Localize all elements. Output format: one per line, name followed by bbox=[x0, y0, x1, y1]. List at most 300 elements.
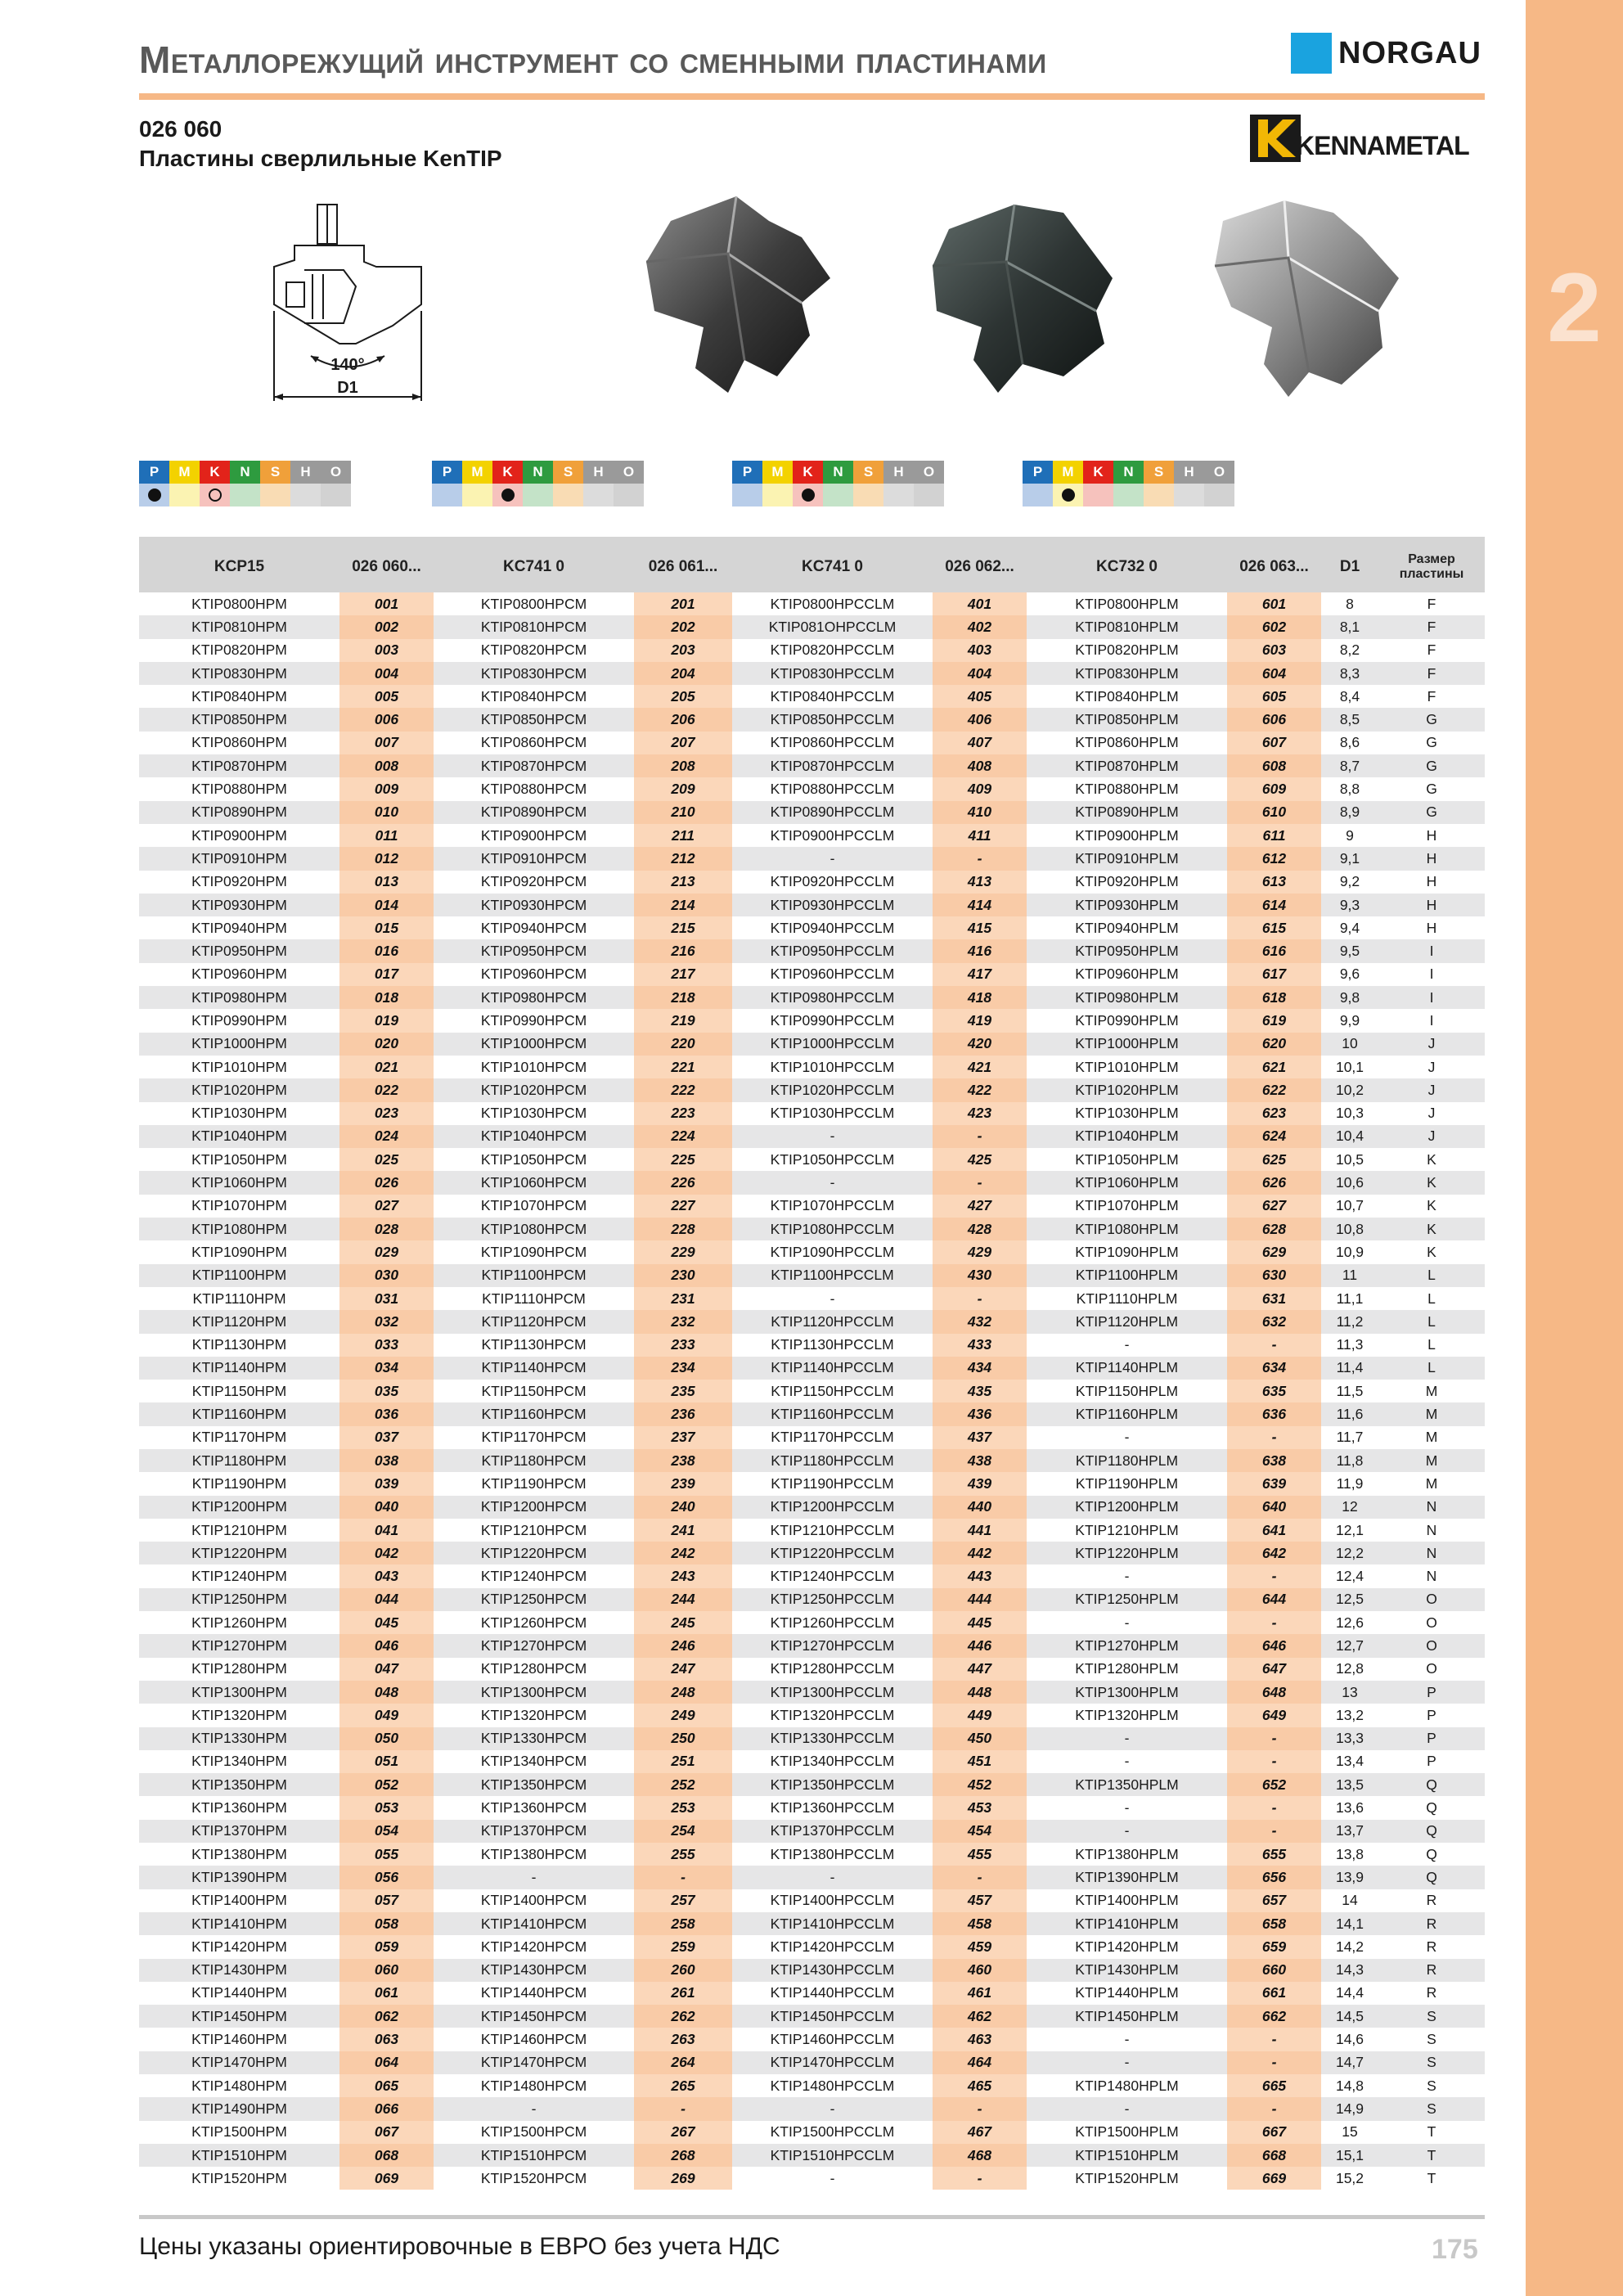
table-row bbox=[139, 732, 1485, 754]
order-number-cell: 060 bbox=[339, 1959, 434, 1982]
order-number-cell: 222 bbox=[634, 1078, 732, 1101]
order-number-cell: 418 bbox=[933, 986, 1027, 1009]
order-number-cell: - bbox=[933, 1866, 1027, 1889]
order-number-cell: 415 bbox=[933, 916, 1027, 939]
table-row bbox=[139, 1426, 1485, 1449]
iso-suitability-cell bbox=[523, 484, 553, 506]
designation-cell: KTIP0850HPCCLM bbox=[732, 708, 933, 731]
iso-legend-group bbox=[139, 461, 351, 506]
designation-cell: KTIP1250HPCCLM bbox=[732, 1588, 933, 1611]
order-number-cell: 430 bbox=[933, 1264, 1027, 1287]
table-row bbox=[139, 777, 1485, 800]
insert-photo-kcp15 bbox=[638, 188, 843, 401]
insert-size-cell: I bbox=[1378, 986, 1485, 1009]
designation-cell: KTIP1200HPLM bbox=[1027, 1496, 1227, 1519]
designation-cell: KTIP0850HPCM bbox=[434, 708, 634, 731]
order-number-cell: 657 bbox=[1227, 1889, 1321, 1912]
insert-size-cell: R bbox=[1426, 1938, 1437, 1955]
table-row bbox=[139, 1773, 1485, 1796]
iso-suitability-cell bbox=[1113, 484, 1144, 506]
table-column-header: 026 063... bbox=[1227, 537, 1321, 592]
order-number-cell: 262 bbox=[634, 2005, 732, 2028]
primary-application-dot-icon bbox=[148, 488, 161, 502]
designation-cell: KTIP0930HPCM bbox=[434, 894, 634, 916]
designation-cell: KTIP0830HPCM bbox=[434, 662, 634, 685]
designation-cell: KTIP1150HPM bbox=[191, 1382, 287, 1399]
order-number-cell: 217 bbox=[634, 963, 732, 986]
designation-cell: KTIP0900HPM bbox=[191, 826, 287, 844]
insert-size-cell: G bbox=[1426, 734, 1437, 751]
designation-cell: KTIP1510HPM bbox=[139, 2144, 339, 2167]
table-row bbox=[139, 2051, 1485, 2074]
designation-cell: KTIP1000HPCCLM bbox=[732, 1033, 933, 1056]
table-row bbox=[139, 963, 1485, 986]
designation-cell: KTIP1020HPLM bbox=[1027, 1078, 1227, 1101]
diameter-cell: 12 bbox=[1321, 1496, 1378, 1519]
diameter-cell: 13,9 bbox=[1321, 1866, 1378, 1889]
order-number-cell: - bbox=[933, 2167, 1027, 2190]
table-row bbox=[139, 1033, 1485, 1056]
order-number-cell: 048 bbox=[339, 1681, 434, 1704]
designation-cell: - bbox=[1124, 1753, 1130, 1770]
table-row bbox=[139, 1310, 1485, 1333]
order-number-cell: 001 bbox=[339, 592, 434, 615]
iso-letter-n: N bbox=[523, 461, 553, 484]
order-number-cell: 635 bbox=[1227, 1380, 1321, 1402]
order-number-cell: 230 bbox=[634, 1264, 732, 1287]
designation-cell: KTIP0960HPCCLM bbox=[770, 966, 895, 983]
order-number-cell: 655 bbox=[1227, 1843, 1321, 1866]
designation-cell: KTIP1500HPCM bbox=[480, 2123, 587, 2141]
primary-application-dot-icon bbox=[802, 488, 815, 502]
table-column-header: KCP15 bbox=[139, 537, 339, 592]
designation-cell: KTIP1440HPCM bbox=[480, 1984, 587, 2001]
designation-cell: KTIP1260HPCM bbox=[480, 1614, 587, 1631]
designation-cell: KTIP0900HPCCLM bbox=[770, 826, 895, 844]
order-number-cell: - bbox=[1227, 2097, 1321, 2120]
designation-cell: KTIP1130HPCM bbox=[481, 1336, 587, 1353]
designation-cell: KTIP0840HPM bbox=[191, 687, 287, 705]
page-number: 175 bbox=[1432, 2234, 1478, 2265]
table-row bbox=[139, 824, 1485, 847]
iso-letter-p: P bbox=[432, 461, 462, 484]
designation-cell: KTIP1060HPCM bbox=[434, 1171, 634, 1194]
order-number-cell: - bbox=[1227, 2051, 1321, 2074]
insert-size-cell: G bbox=[1378, 801, 1485, 824]
insert-size-cell: H bbox=[1426, 826, 1437, 844]
diameter-cell: 8,3 bbox=[1321, 662, 1378, 685]
order-number-cell: 610 bbox=[1227, 801, 1321, 824]
order-number-cell: 229 bbox=[634, 1240, 732, 1263]
order-number-cell: 033 bbox=[339, 1334, 434, 1357]
insert-size-cell: F bbox=[1427, 595, 1436, 612]
insert-size-cell: J bbox=[1378, 1125, 1485, 1148]
iso-letter-m: M bbox=[169, 461, 200, 484]
designation-cell: KTIP1140HPCCLM bbox=[732, 1357, 933, 1380]
designation-cell: KTIP1190HPLM bbox=[1075, 1474, 1179, 1492]
designation-cell: KTIP1520HPM bbox=[191, 2169, 287, 2186]
diameter-cell: 12,1 bbox=[1335, 1521, 1364, 1538]
diameter-cell: 10 bbox=[1321, 1033, 1378, 1056]
order-number-cell: 410 bbox=[933, 801, 1027, 824]
designation-cell: KTIP1090HPM bbox=[191, 1243, 287, 1260]
designation-cell: KTIP1300HPLM bbox=[1027, 1681, 1227, 1704]
designation-cell: KTIP0940HPM bbox=[191, 919, 287, 936]
designation-cell: KTIP1400HPLM bbox=[1075, 1892, 1179, 1909]
iso-suitability-cell bbox=[762, 484, 793, 506]
order-number-cell: 665 bbox=[1227, 2074, 1321, 2097]
designation-cell: KTIP1200HPM bbox=[139, 1496, 339, 1519]
order-number-cell: 414 bbox=[933, 894, 1027, 916]
designation-cell: KTIP1410HPLM bbox=[1027, 1912, 1227, 1935]
designation-cell: KTIP0910HPLM bbox=[1027, 847, 1227, 870]
designation-cell: KTIP0960HPCM bbox=[480, 966, 587, 983]
order-number-cell: 659 bbox=[1227, 1935, 1321, 1958]
iso-letter-k: K bbox=[200, 461, 230, 484]
table-row bbox=[139, 939, 1485, 962]
designation-cell: KTIP1110HPLM bbox=[1076, 1290, 1178, 1307]
order-number-cell: 058 bbox=[339, 1912, 434, 1935]
iso-suitability-cell bbox=[200, 484, 230, 506]
diameter-cell: 12,4 bbox=[1335, 1568, 1364, 1585]
designation-cell: KTIP1380HPCCLM bbox=[770, 1845, 895, 1862]
insert-size-cell: K bbox=[1427, 1197, 1436, 1214]
table-row bbox=[139, 2167, 1485, 2190]
designation-cell: KTIP1110HPM bbox=[192, 1290, 286, 1307]
designation-cell: KTIP1170HPCM bbox=[481, 1429, 587, 1446]
order-number-cell: 656 bbox=[1227, 1866, 1321, 1889]
order-number-cell: 252 bbox=[634, 1773, 732, 1796]
designation-cell: KTIP1160HPLM bbox=[1027, 1402, 1227, 1425]
order-number-cell: 253 bbox=[634, 1796, 732, 1819]
designation-cell: KTIP0940HPCM bbox=[480, 919, 587, 936]
designation-cell: KTIP1380HPCM bbox=[480, 1845, 587, 1862]
table-row bbox=[139, 2028, 1485, 2051]
diameter-cell: 14,4 bbox=[1335, 1984, 1364, 2001]
order-number-cell: 438 bbox=[933, 1449, 1027, 1472]
kennametal-logo bbox=[1250, 115, 1469, 162]
designation-cell: KTIP1330HPCM bbox=[434, 1727, 634, 1750]
designation-cell: KTIP1400HPCM bbox=[480, 1892, 587, 1909]
insert-size-cell: Q bbox=[1426, 1799, 1437, 1817]
diameter-cell: 8,5 bbox=[1321, 708, 1378, 731]
designation-cell: - bbox=[1124, 1429, 1130, 1446]
table-row bbox=[139, 1820, 1485, 1843]
order-number-cell: 669 bbox=[1227, 2167, 1321, 2190]
insert-size-cell: H bbox=[1426, 873, 1437, 890]
order-number-cell: 420 bbox=[933, 1033, 1027, 1056]
order-number-cell: 444 bbox=[933, 1588, 1027, 1611]
kennametal-logo-text: KENNAMETAL bbox=[1296, 130, 1469, 160]
iso-legend-group bbox=[1023, 461, 1234, 506]
designation-cell: KTIP1130HPM bbox=[191, 1336, 287, 1353]
designation-cell: KTIP1340HPCCLM bbox=[770, 1753, 895, 1770]
diameter-cell: 13,3 bbox=[1321, 1727, 1378, 1750]
diameter-cell: 8,6 bbox=[1339, 734, 1360, 751]
designation-cell: KTIP1460HPCCLM bbox=[770, 2031, 895, 2048]
order-number-cell: 260 bbox=[634, 1959, 732, 1982]
designation-cell: KTIP1330HPM bbox=[139, 1727, 339, 1750]
designation-cell: KTIP1190HPCM bbox=[481, 1474, 587, 1492]
diameter-cell: 14,8 bbox=[1335, 2077, 1364, 2094]
order-number-cell: 255 bbox=[634, 1843, 732, 1866]
order-number-cell: 052 bbox=[339, 1773, 434, 1796]
designation-cell: KTIP1180HPCCLM bbox=[732, 1449, 933, 1472]
iso-legend-group bbox=[732, 461, 944, 506]
table-row bbox=[139, 801, 1485, 824]
designation-cell: KTIP1520HPCM bbox=[480, 2169, 587, 2186]
designation-cell: KTIP1010HPCCLM bbox=[770, 1058, 895, 1075]
designation-cell: KTIP0820HPLM bbox=[1075, 642, 1179, 659]
diameter-cell: 13,4 bbox=[1335, 1753, 1364, 1770]
table-row bbox=[139, 1402, 1485, 1425]
insert-size-cell: I bbox=[1378, 939, 1485, 962]
designation-cell: KTIP1400HPCCLM bbox=[770, 1892, 895, 1909]
insert-size-cell: L bbox=[1427, 1290, 1436, 1307]
insert-size-cell: H bbox=[1378, 894, 1485, 916]
diameter-cell: 14,1 bbox=[1321, 1912, 1378, 1935]
order-number-cell: 206 bbox=[634, 708, 732, 731]
order-number-cell: 437 bbox=[933, 1426, 1027, 1449]
table-column-header: KC741 0 bbox=[434, 537, 634, 592]
designation-cell: KTIP1020HPCM bbox=[434, 1078, 634, 1101]
diameter-cell: 10,5 bbox=[1335, 1150, 1364, 1168]
table-row bbox=[139, 1634, 1485, 1657]
table-row bbox=[139, 1056, 1485, 1078]
insert-size-cell: K bbox=[1378, 1218, 1485, 1240]
diameter-cell: 13 bbox=[1321, 1681, 1378, 1704]
designation-cell: - bbox=[434, 1866, 634, 1889]
designation-cell: KTIP1080HPLM bbox=[1027, 1218, 1227, 1240]
designation-cell: KTIP1500HPLM bbox=[1075, 2123, 1179, 2141]
designation-cell: KTIP1320HPCM bbox=[480, 1706, 587, 1723]
iso-suitability-cell bbox=[793, 484, 823, 506]
designation-cell: KTIP1510HPCM bbox=[434, 2144, 634, 2167]
order-number-cell: 228 bbox=[634, 1218, 732, 1240]
drawing-angle-label: 140° bbox=[330, 356, 365, 374]
designation-cell: KTIP1450HPCCLM bbox=[732, 2005, 933, 2028]
iso-letter-s: S bbox=[260, 461, 290, 484]
designation-cell: KTIP1120HPCCLM bbox=[732, 1310, 933, 1333]
insert-size-cell: J bbox=[1378, 1033, 1485, 1056]
designation-cell: KTIP1000HPCM bbox=[434, 1033, 634, 1056]
designation-cell: KTIP0800HPCCLM bbox=[770, 595, 895, 612]
order-number-cell: 208 bbox=[634, 754, 732, 777]
designation-cell: KTIP1330HPCCLM bbox=[732, 1727, 933, 1750]
order-number-cell: 642 bbox=[1227, 1542, 1321, 1564]
order-number-cell: 439 bbox=[933, 1472, 1027, 1495]
order-number-cell: 465 bbox=[933, 2074, 1027, 2097]
order-number-cell: 227 bbox=[634, 1195, 732, 1218]
order-number-cell: 434 bbox=[933, 1357, 1027, 1380]
order-number-cell: 213 bbox=[634, 871, 732, 894]
diameter-cell: 9,1 bbox=[1321, 847, 1378, 870]
designation-cell: KTIP0880HPLM bbox=[1075, 781, 1179, 798]
insert-size-cell: P bbox=[1427, 1706, 1436, 1723]
order-number-cell: 402 bbox=[933, 615, 1027, 638]
insert-size-cell: F bbox=[1427, 687, 1436, 705]
designation-cell: KTIP1280HPM bbox=[191, 1660, 287, 1677]
designation-cell: KTIP0870HPM bbox=[139, 754, 339, 777]
designation-cell: KTIP1140HPCM bbox=[434, 1357, 634, 1380]
designation-cell: KTIP0930HPCCLM bbox=[732, 894, 933, 916]
insert-size-cell: M bbox=[1425, 1382, 1438, 1399]
order-number-cell: 232 bbox=[634, 1310, 732, 1333]
order-number-cell: 432 bbox=[933, 1310, 1027, 1333]
order-number-cell: - bbox=[1227, 1820, 1321, 1843]
iso-suitability-cell bbox=[732, 484, 762, 506]
diameter-cell: 11,5 bbox=[1336, 1382, 1364, 1399]
order-number-cell: 445 bbox=[933, 1611, 1027, 1634]
designation-cell: KTIP1080HPM bbox=[139, 1218, 339, 1240]
designation-cell: KTIP1370HPCCLM bbox=[732, 1820, 933, 1843]
designation-cell: - bbox=[1124, 2031, 1130, 2048]
order-number-cell: - bbox=[634, 2097, 732, 2120]
order-number-cell: 209 bbox=[634, 777, 732, 800]
table-row bbox=[139, 1449, 1485, 1472]
diameter-cell: 10,3 bbox=[1335, 1105, 1364, 1122]
table-column-header: Размер пластины bbox=[1378, 537, 1485, 592]
diameter-cell: 14,3 bbox=[1321, 1959, 1378, 1982]
order-number-cell: 063 bbox=[339, 2028, 434, 2051]
iso-suitability-cell bbox=[1204, 484, 1234, 506]
designation-cell: KTIP0810HPCM bbox=[434, 615, 634, 638]
footer-rule bbox=[139, 2215, 1485, 2219]
designation-cell: KTIP1390HPM bbox=[139, 1866, 339, 1889]
designation-cell: KTIP1470HPCCLM bbox=[732, 2051, 933, 2074]
order-number-cell: 407 bbox=[933, 732, 1027, 754]
designation-cell: KTIP1200HPCCLM bbox=[732, 1496, 933, 1519]
order-number-cell: 450 bbox=[933, 1727, 1027, 1750]
designation-cell: KTIP1340HPCM bbox=[480, 1753, 587, 1770]
order-number-cell: 405 bbox=[933, 685, 1027, 708]
designation-cell: KTIP1030HPCCLM bbox=[770, 1105, 895, 1122]
table-column-header: 026 062... bbox=[933, 537, 1027, 592]
order-number-cell: 008 bbox=[339, 754, 434, 777]
designation-cell: - bbox=[829, 1290, 835, 1307]
designation-cell: KTIP1050HPM bbox=[191, 1150, 287, 1168]
iso-suitability-cell bbox=[139, 484, 169, 506]
insert-size-cell: S bbox=[1427, 2031, 1436, 2048]
order-number-cell: 462 bbox=[933, 2005, 1027, 2028]
designation-cell: KTIP1210HPCCLM bbox=[770, 1521, 895, 1538]
diameter-cell: 11,3 bbox=[1336, 1336, 1364, 1353]
iso-letter-m: M bbox=[462, 461, 492, 484]
designation-cell: KTIP1220HPM bbox=[139, 1542, 339, 1564]
designation-cell: - bbox=[732, 847, 933, 870]
table-row bbox=[139, 1796, 1485, 1819]
order-number-cell: 454 bbox=[933, 1820, 1027, 1843]
diameter-cell: 14,7 bbox=[1321, 2051, 1378, 2074]
diameter-cell: 10,4 bbox=[1321, 1125, 1378, 1148]
designation-cell: KTIP0920HPLM bbox=[1075, 873, 1179, 890]
order-number-cell: 463 bbox=[933, 2028, 1027, 2051]
diameter-cell: 8,1 bbox=[1321, 615, 1378, 638]
designation-cell: KTIP1180HPCM bbox=[434, 1449, 634, 1472]
diameter-cell: 11,7 bbox=[1336, 1429, 1364, 1446]
order-number-cell: 421 bbox=[933, 1056, 1027, 1078]
order-number-cell: 257 bbox=[634, 1889, 732, 1912]
insert-size-cell: T bbox=[1427, 2123, 1436, 2141]
designation-cell: KTIP1000HPM bbox=[139, 1033, 339, 1056]
insert-size-cell: T bbox=[1427, 2169, 1436, 2186]
designation-cell: KTIP1100HPLM bbox=[1027, 1264, 1227, 1287]
diameter-cell: 12,5 bbox=[1321, 1588, 1378, 1611]
iso-letter-n: N bbox=[1113, 461, 1144, 484]
order-number-cell: 608 bbox=[1227, 754, 1321, 777]
order-number-cell: - bbox=[1227, 1796, 1321, 1819]
diameter-cell: 8 bbox=[1346, 595, 1354, 612]
diameter-cell: 9,2 bbox=[1339, 873, 1360, 890]
designation-cell: KTIP1370HPCM bbox=[434, 1820, 634, 1843]
designation-cell: KTIP1030HPCM bbox=[480, 1105, 587, 1122]
diameter-cell: 13,5 bbox=[1321, 1773, 1378, 1796]
table-row bbox=[139, 1564, 1485, 1587]
diameter-cell: 11,4 bbox=[1321, 1357, 1378, 1380]
order-number-cell: 054 bbox=[339, 1820, 434, 1843]
order-number-cell: 051 bbox=[339, 1750, 434, 1773]
drawing-diameter-label: D1 bbox=[337, 379, 358, 397]
order-number-cell: 601 bbox=[1227, 592, 1321, 615]
designation-cell: KTIP0840HPCM bbox=[480, 687, 587, 705]
kennametal-k-icon bbox=[1250, 115, 1301, 162]
product-name: Пластины сверлильные KenTIP bbox=[139, 146, 502, 171]
designation-cell: KTIP1440HPLM bbox=[1075, 1984, 1179, 2001]
insert-size-cell: S bbox=[1378, 2051, 1485, 2074]
insert-size-cell: G bbox=[1426, 781, 1437, 798]
designation-cell: KTIP1070HPLM bbox=[1075, 1197, 1179, 1214]
order-number-cell: 210 bbox=[634, 801, 732, 824]
designation-cell: KTIP0990HPCM bbox=[480, 1011, 587, 1029]
designation-cell: - bbox=[434, 2097, 634, 2120]
designation-cell: KTIP0810HPM bbox=[139, 615, 339, 638]
order-number-cell: 066 bbox=[339, 2097, 434, 2120]
diameter-cell: 14,6 bbox=[1335, 2031, 1364, 2048]
diameter-cell: 9,9 bbox=[1339, 1011, 1360, 1029]
designation-cell: KTIP1350HPCCLM bbox=[732, 1773, 933, 1796]
order-number-cell: 406 bbox=[933, 708, 1027, 731]
diameter-cell: 13,2 bbox=[1335, 1706, 1364, 1723]
order-number-cell: 015 bbox=[339, 916, 434, 939]
order-number-cell: 638 bbox=[1227, 1449, 1321, 1472]
iso-suitability-cell bbox=[1174, 484, 1204, 506]
iso-letter-s: S bbox=[853, 461, 883, 484]
order-number-cell: 223 bbox=[634, 1102, 732, 1125]
diameter-cell: 15 bbox=[1342, 2123, 1358, 2141]
insert-size-cell: K bbox=[1378, 1171, 1485, 1194]
designation-cell: - bbox=[1027, 2051, 1227, 2074]
designation-cell: KTIP1360HPCM bbox=[480, 1799, 587, 1817]
primary-application-dot-icon bbox=[501, 488, 515, 502]
table-row bbox=[139, 1542, 1485, 1564]
designation-cell: KTIP1010HPM bbox=[191, 1058, 287, 1075]
page-title: Металлорежущий инструмент со сменными пластинами bbox=[139, 38, 1047, 81]
order-number-cell: 241 bbox=[634, 1519, 732, 1542]
insert-size-cell: Q bbox=[1378, 1820, 1485, 1843]
designation-cell: KTIP1480HPM bbox=[191, 2077, 287, 2094]
order-number-cell: 221 bbox=[634, 1056, 732, 1078]
insert-size-cell: M bbox=[1425, 1474, 1438, 1492]
order-number-cell: 413 bbox=[933, 871, 1027, 894]
order-number-cell: 211 bbox=[634, 824, 732, 847]
order-number-cell: 246 bbox=[634, 1634, 732, 1657]
order-number-cell: 623 bbox=[1227, 1102, 1321, 1125]
order-number-cell: 423 bbox=[933, 1102, 1027, 1125]
order-number-cell: 602 bbox=[1227, 615, 1321, 638]
order-number-cell: 629 bbox=[1227, 1240, 1321, 1263]
insert-size-cell: M bbox=[1378, 1402, 1485, 1425]
designation-cell: KTIP1100HPCM bbox=[434, 1264, 634, 1287]
